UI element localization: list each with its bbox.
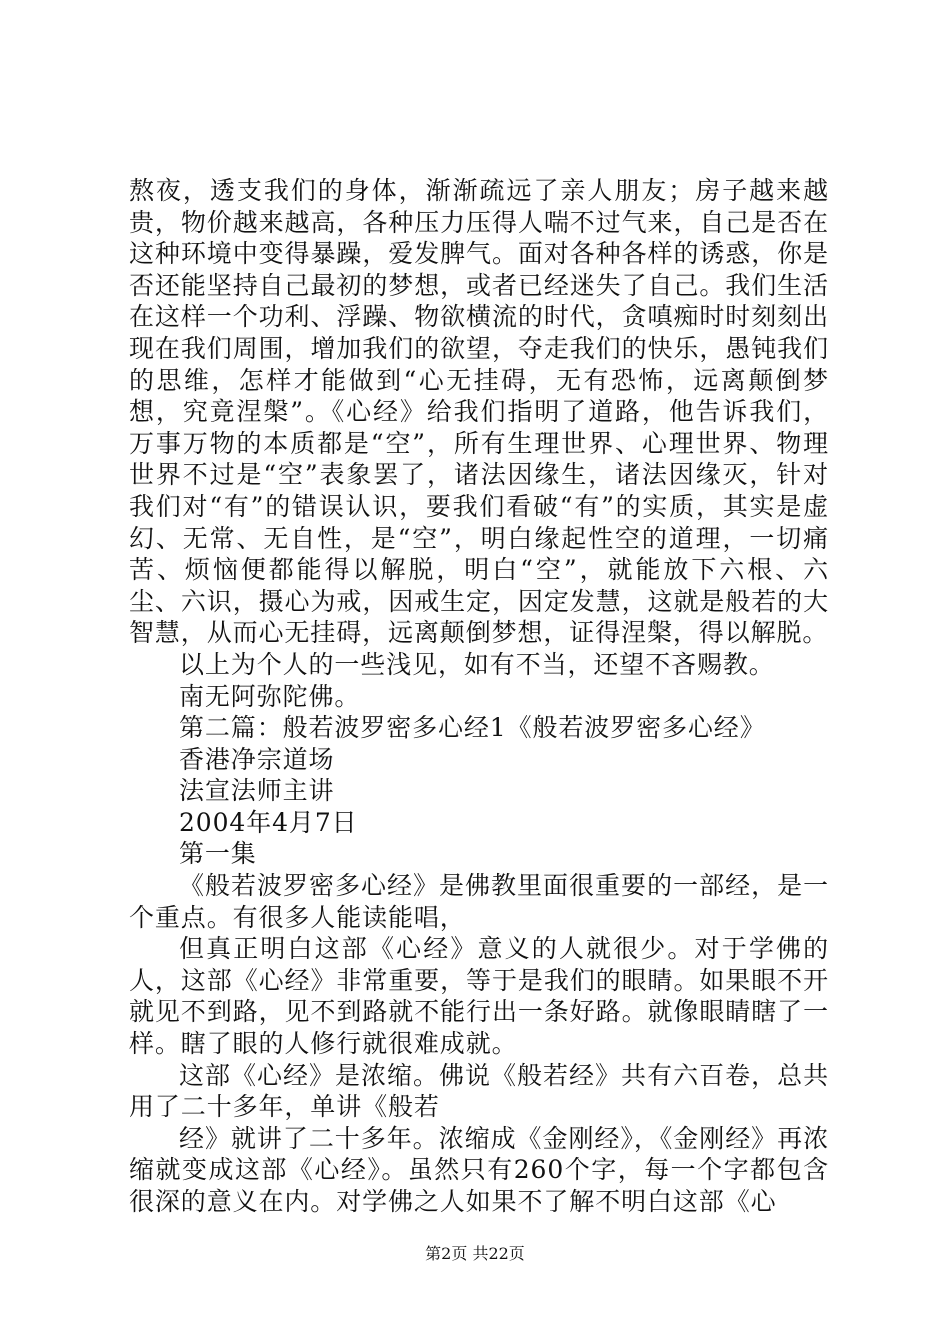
paragraph-9: 《般若波罗密多心经》是佛教里面很重要的一部经，是一个重点。有很多人能读能唱， [129,871,829,932]
paragraph-2: 以上为个人的一些浅见，如有不当，还望不吝赐教。 [179,649,775,679]
venue-line: 香港净宗道场 [179,744,335,774]
document-body [129,175,829,1218]
speaker-line: 法宣法师主讲 [179,776,335,806]
page-number-footer: 第2页 共22页 [425,1244,525,1263]
paragraph-12: 经》就讲了二十多年。浓缩成《金刚经》，《金刚经》再浓缩就变成这部《心经》。虽然只有260个字，每一个字都包含很深的意义在内。对学佛之人如果不了解不明白这部《心 [129,1123,829,1216]
date-line: 2004年4月7日 [179,807,358,837]
section-heading: 第二篇：般若波罗密多心经1《般若波罗密多心经》 [179,713,766,743]
paragraph-1: 熬夜，透支我们的身体，渐渐疏远了亲人朋友；房子越来越贵，物价越来越高，各种压力压得人喘不过气来，自己是否在这种环境中变得暴躁，爱发脾气。面对各种各样的诱惑，你是否还能坚持自己最初的梦想，或者已经迷失了自己。我们生活在这样一个功利、浮躁、物欲横流的时代，贪嗔痴时时刻刻出现在我们周围，增加我们的欲望，夺走我们的快乐，愚钝我们的思维，怎样才能做到“心无挂碍，无有恐怖，远离颠倒梦想，究竟涅槃”。《心经》给我们指明了道路，他告诉我们，万事万物的本质都是“空”，所有生理世界、心理世界、物理世界不过是“空”表象罢了，诸法因缘生，诸法因缘灭，针对我们对“有”的错误认识，要我们看破“有”的实质，其实是虚幻、无常、无自性，是“空”，明白缘起性空的道理，一切痛苦、烦恼便都能得以解脱，明白“空”，就能放下六根、六尘、六识，摄心为戒，因戒生定，因定发慧，这就是般若的大智慧，从而心无挂碍，远离颠倒梦想，证得涅槃，得以解脱。 [129,176,829,648]
paragraph-10: 但真正明白这部《心经》意义的人就很少。对于学佛的人，这部《心经》非常重要，等于是我们的眼睛。如果眼不开就见不到路，见不到路就不能行出一条好路。就像眼睛瞎了一样。瞎了眼的人修行就很难成就。 [129,934,829,1059]
paragraph-3: 南无阿弥陀佛。 [179,681,361,711]
paragraph-11: 这部《心经》是浓缩。佛说《般若经》共有六百卷，总共用了二十多年，单讲《般若 [129,1060,829,1122]
episode-line: 第一集 [179,839,257,869]
